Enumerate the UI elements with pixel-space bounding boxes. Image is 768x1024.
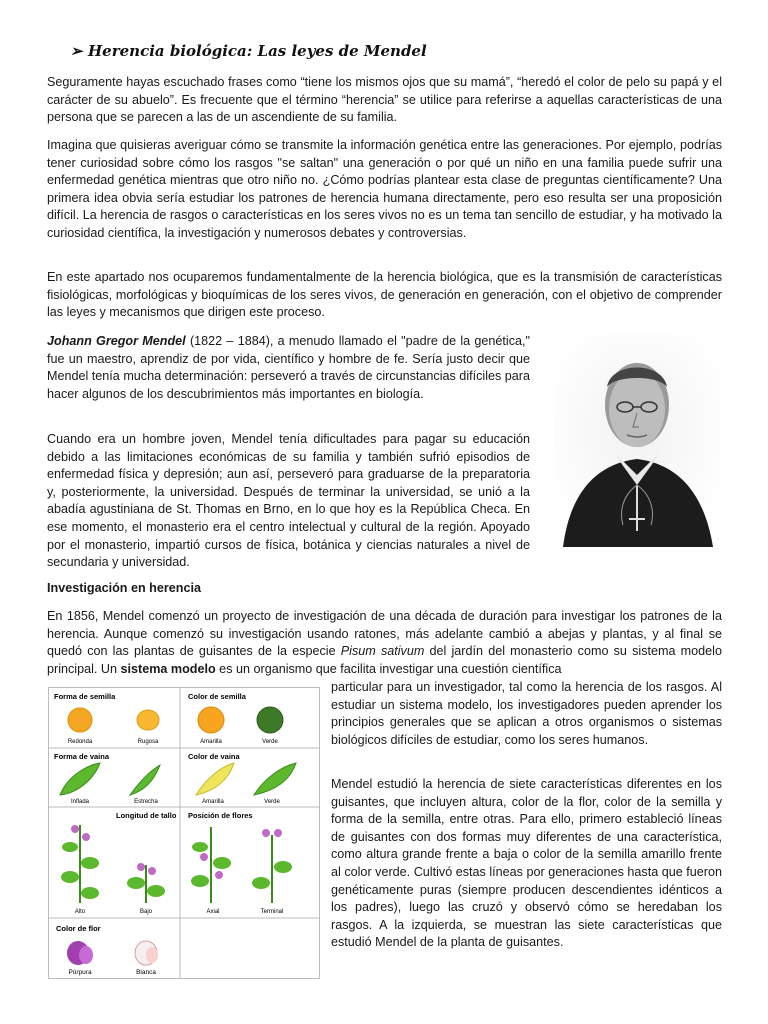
round-seed-icon (68, 708, 92, 732)
paragraph-1 (47, 74, 722, 127)
mendel-name: Johann Gregor Mendel (47, 334, 186, 348)
stem-length-title: Longitud de tallo (116, 811, 177, 820)
paragraph-3-text: En este apartado nos ocuparemos fundamentalmente de la herencia biológica, que es la transmisión de características fisiológicas, morfológicas y bioquímicas de los seres vivos, de generación en generación, con el objetivo de comprender las leyes y mecanismos que dirigen este proceso. (47, 270, 722, 320)
seed-color-b: Verde (262, 739, 278, 745)
stem-length-a: Alto (74, 909, 86, 915)
arrow-bullet-icon: ➢ (70, 42, 83, 60)
paragraph-8 (331, 776, 722, 952)
pod-color-a: Amarilla (202, 799, 224, 805)
paragraph-4-text: (1822 – 1884), a menudo llamado el "padre de la genética," fue un maestro, aprendiz de por vida, científico y hombre de fe. Sería justo decir que Mendel tenía mucha determinación: perseveró a través de circunstancias difíciles para hacer algunos de los descubrimientos más importantes en biología. (47, 334, 531, 401)
flower-position-title: Posición de flores (188, 811, 253, 820)
pod-shape-b: Estrecha (134, 799, 158, 805)
flower-position-b: Terminal (260, 909, 284, 915)
flower-color-a: Púrpura (68, 969, 92, 976)
seed-color-title: Color de semilla (188, 692, 246, 701)
paragraph-7-text: particular para un investigador, tal como la herencia de los rasgos. Al estudiar un sistema modelo, los investigadores pueden aprender los principios generales que se aplican a otros organismos o sistemas biológicos difíciles de estudiar, como los seres humanos. (331, 680, 722, 747)
pod-shape-a: Inflada (70, 799, 90, 805)
pod-color-title: Color de vaina (188, 752, 240, 761)
flower-color-b: Blanca (136, 969, 156, 976)
paragraph-6-text-a: En 1856, Mendel comenzó un proyecto de investigación de una década de duración para investigar los patrones de la herencia. Aunque comenzó su investigación usando ratones, más adelante cambió a abejas y plantas, y al final se quedó con las plantas de guisantes de la especie (47, 609, 722, 659)
seed-shape-a: Redonda (67, 739, 93, 745)
flower-position-a: Axial (206, 909, 220, 915)
paragraph-3 (47, 269, 722, 322)
model-system-term: sistema modelo (120, 661, 216, 676)
seed-color-a: Amarilla (200, 739, 222, 745)
paragraph-8-text: Mendel estudió la herencia de siete características diferentes en los guisantes, que incluyen altura, color de la flor, color de la semilla y forma de la semilla, entre otras. Para ello, primero estableció líneas de guisantes con dos formas muy diferentes de una característica, como altura grande frente a baja o color de la semilla amarillo frente al color verde. Cultivó estas líneas por generaciones hasta que fueron genéticamente puras (siempre producen descendientes idénticos a los padres), luego las cruzó y observó cómo se heredaban los rasgos. A la izquierda, se muestran las siete características que estudió Mendel de la planta de guisantes. (331, 777, 722, 950)
yellow-seed-icon (198, 707, 224, 733)
paragraph-5 (47, 431, 530, 572)
paragraph-7 (331, 679, 722, 749)
paragraph-5-text: Cuando era un hombre joven, Mendel tenía dificultades para pagar su educación debido a las limitaciones económicas de su familia y también sufrió episodios de enfermedad física y depresión; aun así, perseveró para graduarse de la preparatoria y, posteriormente, la universidad. Después de terminar la universidad, se unió a la abadía agustiniana de St. Thomas en Brno, en lo que hoy es la República Checa. En ese momento, el monasterio era el centro intelectual y cultural de la región. Apoyado por el monasterio, impartió cursos de física, botánica y ciencias naturales a nivel de secundaria y universidad. (47, 432, 530, 570)
paragraph-6 (47, 608, 722, 678)
green-seed-icon (257, 707, 283, 733)
pod-color-b: Verde (264, 799, 280, 805)
heading-investigacion: Investigación en herencia (47, 581, 201, 595)
paragraph-2 (47, 137, 722, 243)
species-name: Pisum sativum (340, 644, 425, 659)
paragraph-6-text-b: del jardín del monasterio como su sistema modelo principal. Un (47, 644, 722, 676)
section-title (70, 42, 670, 66)
wrinkled-seed-icon (137, 710, 159, 730)
paragraph-1-text: Seguramente hayas escuchado frases como “tiene los mismos ojos que su mamá”, “heredó el color de pelo su papá y el carácter de su abuelo”. Es frecuente que el término “herencia” se utilice para referirse a aquellas características de una persona que se parecen a las de un ascendiente de su familia. (47, 75, 722, 125)
section-title-text: Herencia biológica: Las leyes de Mendel (88, 42, 427, 60)
stem-length-b: Bajo (139, 909, 153, 915)
flower-color-title: Color de flor (56, 924, 101, 933)
paragraph-2-text: Imagina que quisieras averiguar cómo se transmite la información genética entre las generaciones. Por ejemplo, podrías tener curiosidad sobre cómo los rasgos "se saltan" una generación o por qué un niño en una familia puede sufrir una enfermedad genética mientras que otro niño no. ¿Cómo podrías plantear esta clase de preguntas científicamente? Una primera idea obvia sería estudiar los patrones de herencia humana directamente, pero eso resulta ser una proposición difícil. La herencia de rasgos o características en los seres vivos no es un tema tan sencillo de estudiar, y ha motivado la curiosidad científica, la investigación y numerosos debates y controversias. (47, 138, 722, 240)
seed-shape-b: Rugosa (137, 739, 159, 745)
paragraph-mendel-bio (47, 333, 530, 403)
seed-shape-title: Forma de semilla (54, 692, 116, 701)
mendel-portrait (553, 335, 721, 547)
paragraph-6-text-c: es un organismo que facilita investigar una cuestión científica (215, 661, 562, 676)
pea-traits-figure (48, 687, 320, 979)
pod-shape-title: Forma de vaina (54, 752, 110, 761)
